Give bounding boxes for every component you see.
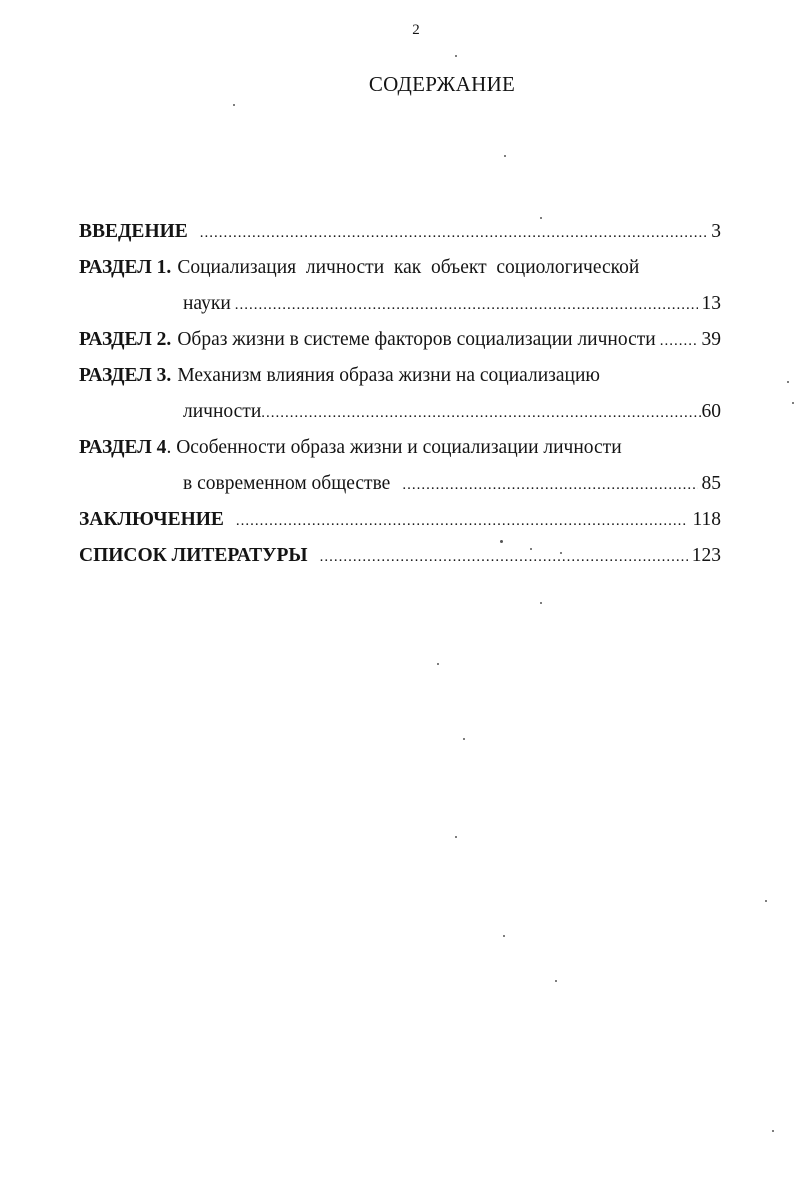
toc-entry-section-4-cont[interactable] [79,470,721,506]
dot-leader [200,219,707,247]
toc-entry-page: 123 [691,545,721,566]
toc-entry-title-cont: науки [183,293,231,314]
toc-entry-intro[interactable] [79,218,721,254]
toc-entry-page: 60 [701,401,721,422]
toc-entry-page: 118 [692,509,721,530]
toc-entry-label: РАЗДЕЛ 2. [79,329,172,350]
toc-entry-section-3[interactable] [79,362,721,398]
toc-entry-title: Образ жизни в системе факторов социализации личности [177,329,656,350]
toc-entry-label: ВВЕДЕНИЕ [79,221,188,242]
toc-entry-page: 85 [701,473,721,494]
toc-entry-section-1-cont[interactable] [79,290,721,326]
toc-entry-page: 13 [701,293,721,314]
toc-entry-label: РАЗДЕЛ 4 [79,437,167,458]
toc-entry-section-4[interactable] [79,434,721,470]
dot-leader [236,507,689,535]
toc-entry-section-2[interactable] [79,326,721,362]
dot-leader [660,327,698,355]
table-of-contents [79,218,721,578]
toc-entry-section-3-cont[interactable] [79,398,721,434]
toc-entry-page: 39 [701,329,721,350]
dot-leader [261,399,701,427]
dot-leader [402,471,697,499]
toc-entry-label: РАЗДЕЛ 1. [79,257,172,278]
toc-entry-title: . Особенности образа жизни и социализации личности [166,437,622,458]
page-title: СОДЕРЖАНИЕ [368,72,516,96]
toc-entry-label: СПИСОК ЛИТЕРАТУРЫ [79,545,308,566]
toc-entry-section-1[interactable] [79,254,721,290]
toc-entry-title-cont: в современном обществе [183,473,391,494]
toc-entry-title-cont: личности [183,401,262,422]
toc-entry-label: РАЗДЕЛ 3. [79,365,172,386]
dot-leader [320,543,688,571]
toc-entry-title: Социализация личности как объект социологической [177,257,640,278]
toc-entry-page: 3 [711,221,721,242]
toc-entry-label: ЗАКЛЮЧЕНИЕ [79,509,224,530]
toc-entry-conclusion[interactable] [79,506,721,542]
toc-entry-bibliography[interactable] [79,542,721,578]
page-number: 2 [412,22,420,38]
toc-entry-title: Механизм влияния образа жизни на социализацию [177,365,600,386]
dot-leader [235,291,698,319]
